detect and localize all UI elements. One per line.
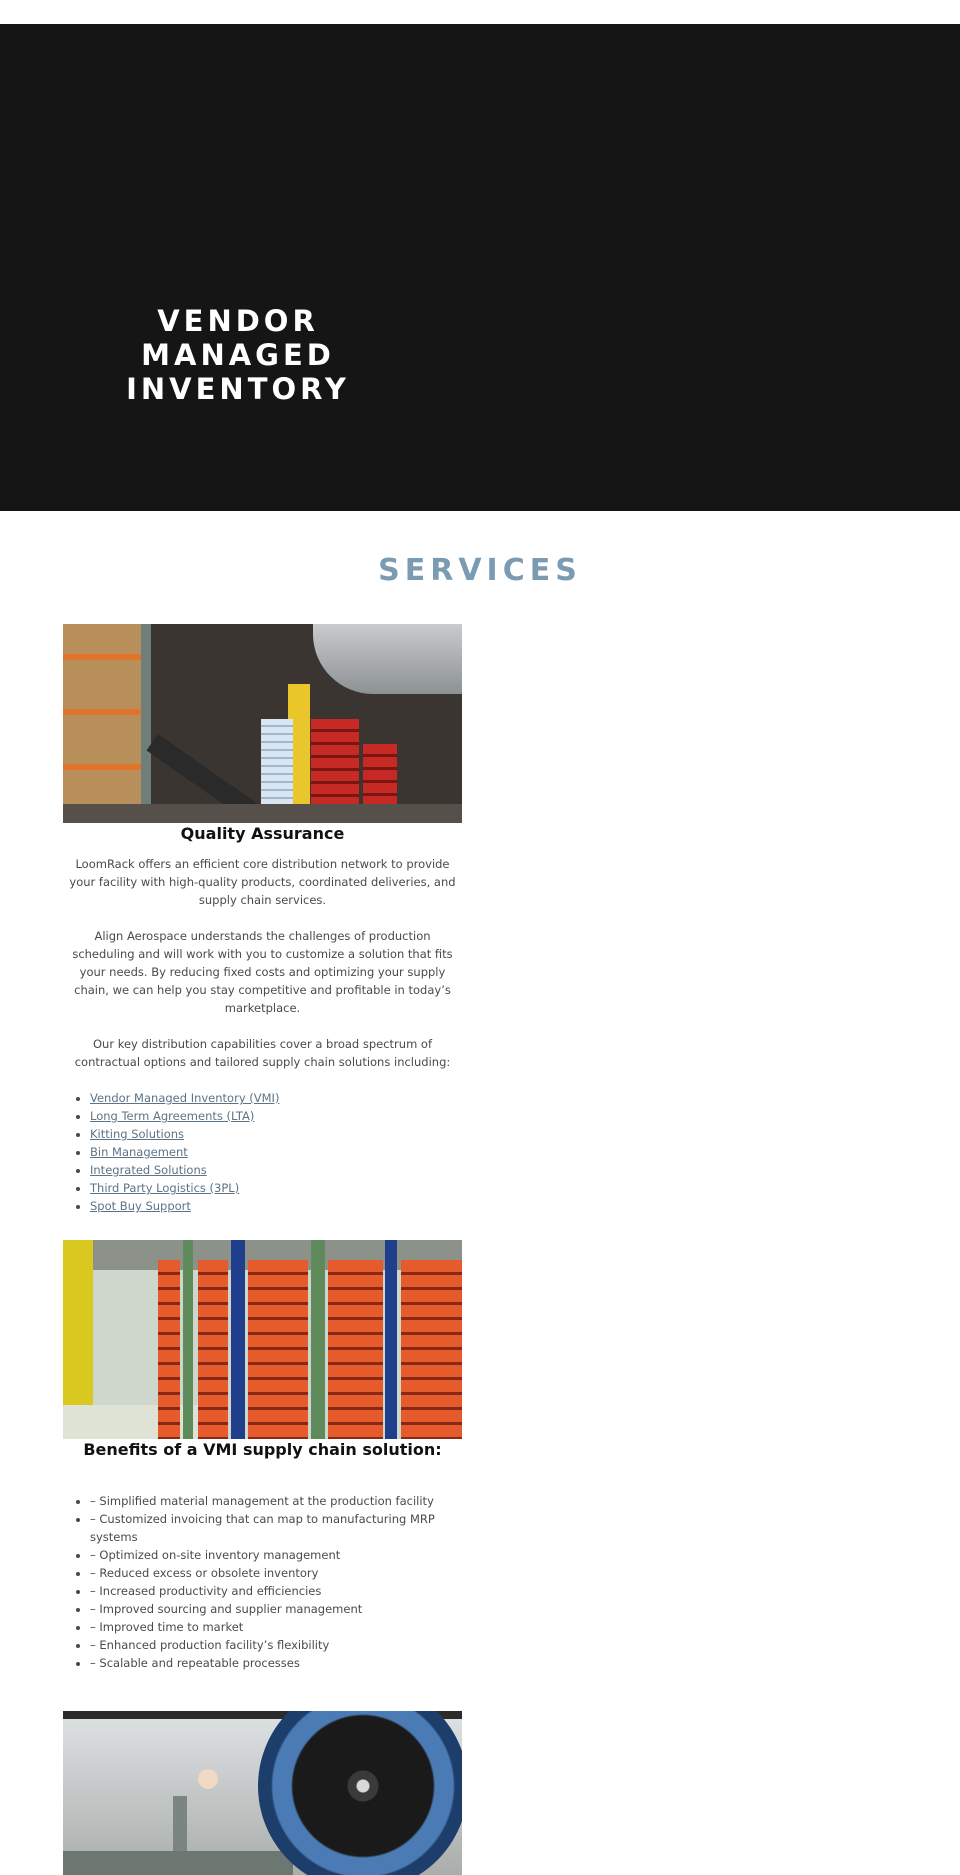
photo-shelf xyxy=(63,624,151,823)
link-kitting[interactable]: Kitting Solutions xyxy=(90,1127,185,1141)
jet-engine-section xyxy=(63,1711,462,1875)
red-bin-racks-image xyxy=(63,1240,462,1439)
list-item xyxy=(90,1107,462,1125)
quality-paragraph-2: Align Aerospace understands the challenges of production scheduling and will work with you to customize a solution that fits your needs. By reducing fixed costs and optimizing your supply chain, we can help you stay competitive and profitable in today’s marketplace. xyxy=(72,929,453,1015)
hero-title-line: VENDOR xyxy=(157,304,319,338)
services-heading: SERVICES xyxy=(378,553,582,588)
list-item: • – Improved time to market xyxy=(90,1618,462,1636)
benefits-list xyxy=(90,1492,462,1672)
benefits-section xyxy=(63,1240,462,1672)
list-item xyxy=(90,1161,462,1179)
list-item: • – Simplified material management at the production facility xyxy=(90,1492,462,1510)
link-spot-buy[interactable]: Spot Buy Support xyxy=(90,1199,191,1213)
list-item: • – Enhanced production facility’s flexibility xyxy=(90,1636,462,1654)
list-item xyxy=(90,1125,462,1143)
list-item: • – Scalable and repeatable processes xyxy=(90,1654,462,1672)
list-item: • – Increased productivity and efficiencies xyxy=(90,1582,462,1600)
hero-title xyxy=(118,304,358,406)
list-item: • – Reduced excess or obsolete inventory xyxy=(90,1564,462,1582)
link-integrated-solutions[interactable]: Integrated Solutions xyxy=(90,1163,207,1177)
link-bin-management[interactable]: Bin Management xyxy=(90,1145,188,1159)
services-link-list xyxy=(90,1089,462,1215)
benefits-title: Benefits of a VMI supply chain solution: xyxy=(83,1440,442,1459)
jet-engine-image xyxy=(63,1711,462,1875)
link-vmi[interactable]: Vendor Managed Inventory (VMI) xyxy=(90,1091,280,1105)
link-lta[interactable]: Long Term Agreements (LTA) xyxy=(90,1109,255,1123)
warehouse-shelving-image xyxy=(63,624,462,823)
list-item xyxy=(90,1143,462,1161)
list-item: • – Improved sourcing and supplier management xyxy=(90,1600,462,1618)
hero-title-line: INVENTORY xyxy=(126,372,350,406)
link-3pl[interactable]: Third Party Logistics (3PL) xyxy=(90,1181,240,1195)
list-item xyxy=(90,1179,462,1197)
list-item xyxy=(90,1089,462,1107)
top-strip xyxy=(0,0,960,24)
quality-paragraph-3: Our key distribution capabilities cover a broad spectrum of contractual options and tailored supply chain solutions including: xyxy=(74,1037,451,1069)
list-item xyxy=(90,1197,462,1215)
quality-assurance-title: Quality Assurance xyxy=(180,824,345,843)
hero-banner xyxy=(0,24,960,511)
hero-title-line: MANAGED xyxy=(141,338,335,372)
list-item: • – Customized invoicing that can map to manufacturing MRP systems xyxy=(90,1510,462,1546)
quality-assurance-section xyxy=(63,624,462,1215)
quality-paragraph-1: LoomRack offers an efficient core distribution network to provide your facility with high-quality products, coordinated deliveries, and supply chain services. xyxy=(69,857,456,907)
list-item: • – Optimized on-site inventory management xyxy=(90,1546,462,1564)
